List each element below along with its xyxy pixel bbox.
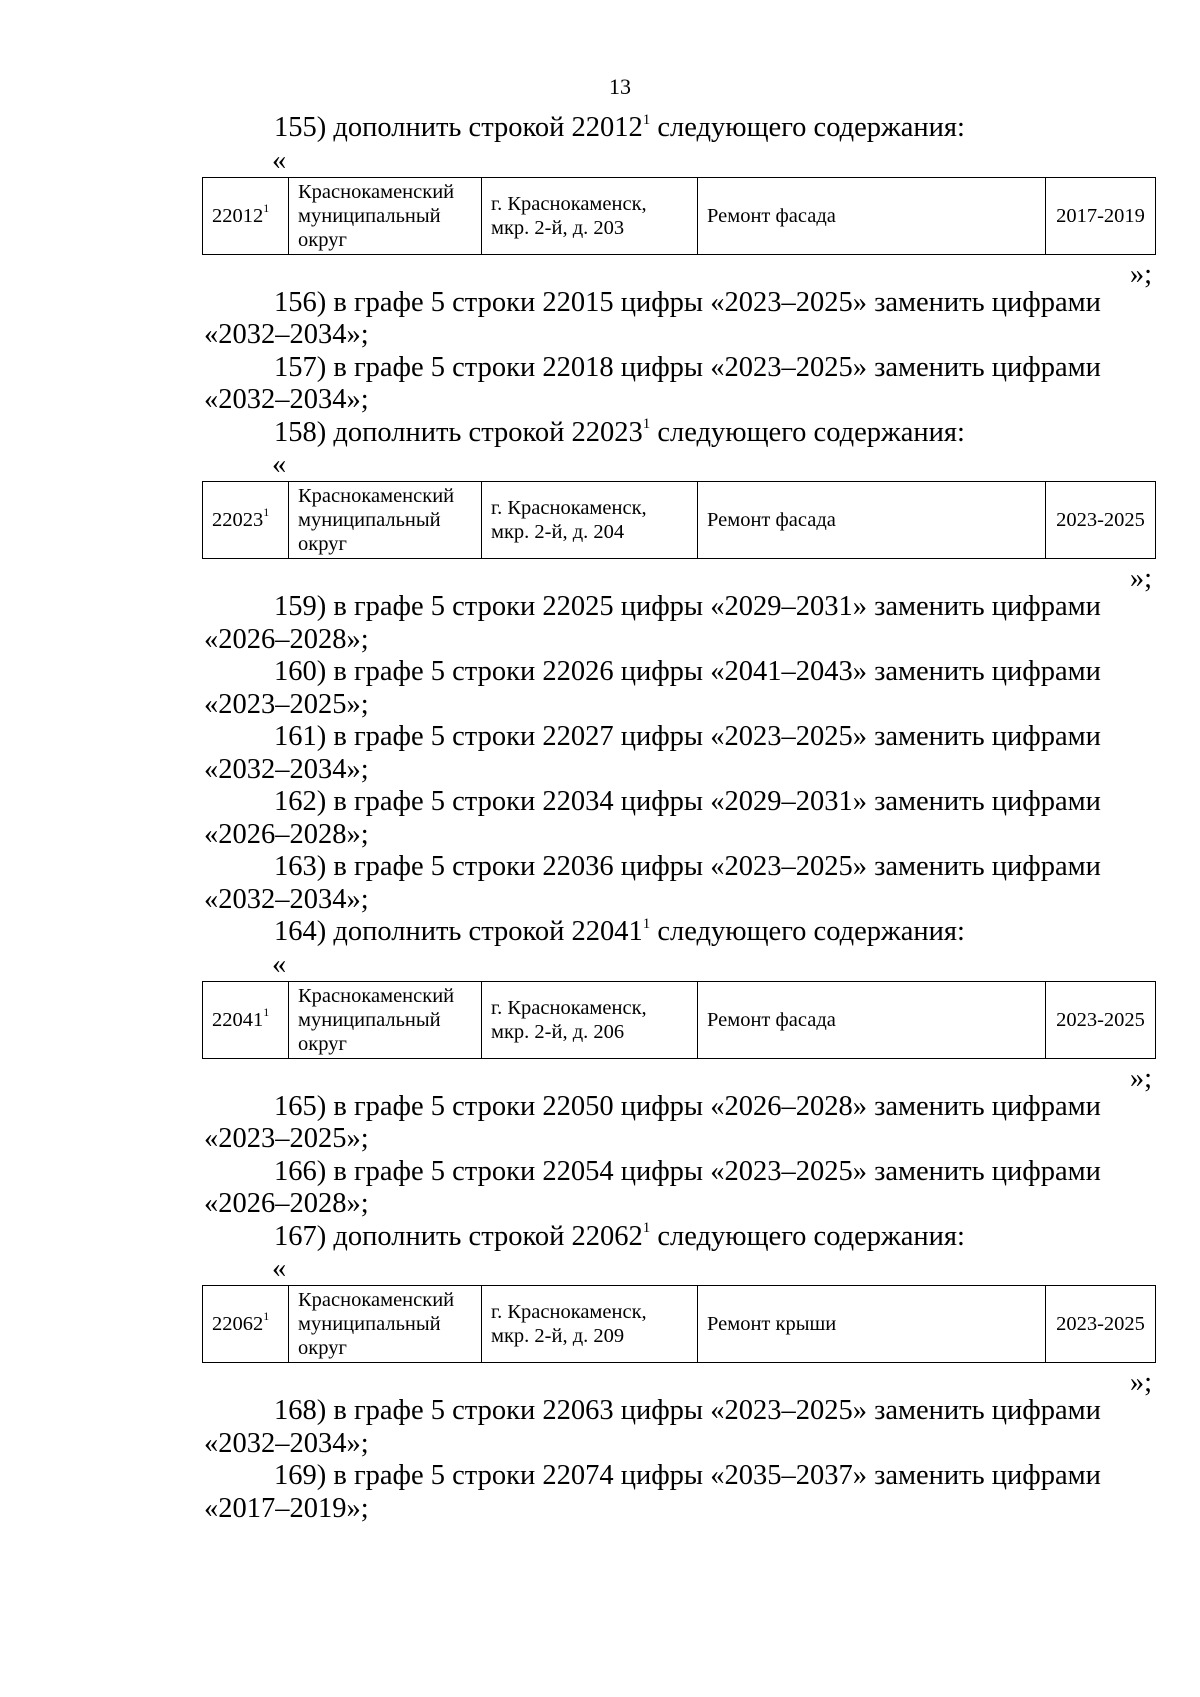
amendment-item: 157) в графе 5 строки 22018 цифры «2023–2025» заменить цифрами <box>274 351 1101 383</box>
table-row <box>203 482 1156 559</box>
amendment-item-continuation: «2023–2025»; <box>204 1123 369 1154</box>
superscript: 1 <box>263 1309 270 1324</box>
cell-period: 2023-2025 <box>1046 1286 1156 1363</box>
amendment-item-continuation: «2023–2025»; <box>204 688 369 720</box>
amendment-item: 156) в графе 5 строки 22015 цифры «2023–2025» заменить цифрами <box>274 286 1101 318</box>
cell-work-type: Ремонт фасада <box>698 981 1046 1058</box>
table-row <box>203 177 1156 254</box>
amendment-item-continuation: «2032–2034»; <box>204 384 369 415</box>
opening-quote: « <box>272 948 287 980</box>
amendment-item: 161) в графе 5 строки 22027 цифры «2023–2025» заменить цифрами <box>274 721 1101 752</box>
superscript: 1 <box>642 1220 651 1236</box>
amendment-item: 168) в графе 5 строки 22063 цифры «2023–2025» заменить цифрами <box>274 1395 1101 1426</box>
amendment-item: 169) в графе 5 строки 22074 цифры «2035–2037» заменить цифрами <box>274 1460 1101 1491</box>
amendment-item-continuation: «2032–2034»; <box>204 883 369 915</box>
amendment-item-continuation: «2026–2028»; <box>204 1188 369 1219</box>
amendment-item-continuation: «2026–2028»; <box>204 623 369 655</box>
cell-address: г. Краснокаменск, мкр. 2-й, д. 206 <box>482 981 698 1058</box>
amendment-item-continuation: «2017–2019»; <box>204 1492 369 1524</box>
cell-address: г. Краснокаменск, мкр. 2-й, д. 203 <box>482 177 698 254</box>
cell-period: 2023-2025 <box>1046 981 1156 1058</box>
cell-address: г. Краснокаменск, мкр. 2-й, д. 204 <box>482 482 698 559</box>
inserted-row-table <box>202 981 1156 1059</box>
page-number: 13 <box>609 74 631 99</box>
document-body <box>204 112 1152 1525</box>
amendment-item-continuation: «2026–2028»; <box>204 818 369 850</box>
amendment-item: 165) в графе 5 строки 22050 цифры «2026–2028» заменить цифрами <box>274 1090 1101 1122</box>
cell-period: 2023-2025 <box>1046 482 1156 559</box>
cell-district: Краснокаменский муниципальный округ <box>289 482 482 559</box>
opening-quote: « <box>272 144 287 176</box>
amendment-item: 166) в графе 5 строки 22054 цифры «2023–2025» заменить цифрами <box>274 1155 1101 1187</box>
cell-row-code: 22012$^1$ <box>203 177 289 254</box>
amendment-heading: 167) дополнить строкой 22062$^1$ следующего содержания: <box>274 1220 965 1252</box>
closing-quote: »; <box>1129 258 1152 290</box>
amendment-heading: 155) дополнить строкой 22012$^1$ следующего содержания: <box>274 111 965 143</box>
cell-address: г. Краснокаменск, мкр. 2-й, д. 209 <box>482 1286 698 1363</box>
inserted-row-table <box>202 481 1156 559</box>
amendment-heading: 158) дополнить строкой 22023$^1$ следующего содержания: <box>274 416 965 448</box>
amendment-item-continuation: «2032–2034»; <box>204 1427 369 1459</box>
superscript: 1 <box>263 1004 270 1019</box>
superscript: 1 <box>642 416 651 432</box>
cell-period: 2017-2019 <box>1046 177 1156 254</box>
closing-quote: »; <box>1129 1367 1152 1398</box>
amendment-item: 159) в графе 5 строки 22025 цифры «2029–2031» заменить цифрами <box>274 591 1101 622</box>
amendment-item: 160) в графе 5 строки 22026 цифры «2041–2043» заменить цифрами <box>274 656 1101 687</box>
amendment-item-continuation: «2032–2034»; <box>204 319 369 350</box>
cell-district: Краснокаменский муниципальный округ <box>289 1286 482 1363</box>
amendment-heading: 164) дополнить строкой 22041$^1$ следующего содержания: <box>274 915 965 947</box>
opening-quote: « <box>272 1253 287 1284</box>
amendment-item-continuation: «2032–2034»; <box>204 753 369 785</box>
superscript: 1 <box>642 111 651 128</box>
closing-quote: »; <box>1129 563 1152 594</box>
cell-work-type: Ремонт фасада <box>698 177 1046 254</box>
cell-work-type: Ремонт фасада <box>698 482 1046 559</box>
cell-district: Краснокаменский муниципальный округ <box>289 981 482 1058</box>
inserted-row-table <box>202 1285 1156 1363</box>
superscript: 1 <box>642 915 651 932</box>
closing-quote: »; <box>1129 1062 1152 1094</box>
cell-row-code: 22062$^1$ <box>203 1286 289 1363</box>
amendment-item: 162) в графе 5 строки 22034 цифры «2029–2031» заменить цифрами <box>274 786 1101 817</box>
superscript: 1 <box>263 200 270 215</box>
opening-quote: « <box>272 449 287 480</box>
cell-row-code: 22041$^1$ <box>203 981 289 1058</box>
cell-work-type: Ремонт крыши <box>698 1286 1046 1363</box>
superscript: 1 <box>263 505 270 520</box>
inserted-row-table <box>202 177 1156 255</box>
cell-row-code: 22023$^1$ <box>203 482 289 559</box>
cell-district: Краснокаменский муниципальный округ <box>289 177 482 254</box>
table-row <box>203 1286 1156 1363</box>
amendment-item: 163) в графе 5 строки 22036 цифры «2023–2025» заменить цифрами <box>274 851 1101 882</box>
table-row <box>203 981 1156 1058</box>
